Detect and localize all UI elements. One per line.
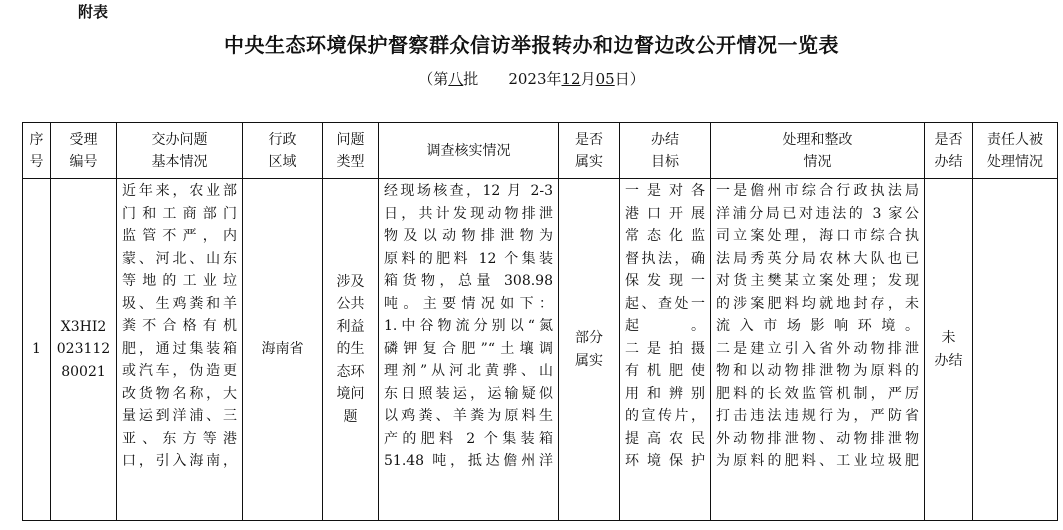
cell-line: 环境保护 xyxy=(625,453,705,469)
cell-line: 打击违法违规行为，严防省 xyxy=(716,408,919,424)
cell-line: 亚、东方等港 xyxy=(122,430,237,447)
cell-line: 肥料的长效监管机制，严厉 xyxy=(716,385,919,402)
cell-line: 原料的肥料 12 个集装 xyxy=(384,250,553,267)
cell-line: 东日照装运，运输疑似 xyxy=(384,385,553,402)
batch-date-line xyxy=(0,68,1063,90)
cell-line: 对货主樊某立案处理；发现 xyxy=(716,273,919,289)
header-id xyxy=(51,123,117,179)
table-row xyxy=(23,179,1058,521)
header-line: 情况 xyxy=(803,153,832,170)
header-region xyxy=(243,123,323,179)
cell-line: 洋浦分局已对违法的 3 家公 xyxy=(716,205,919,222)
header-goal xyxy=(620,123,711,179)
cell-line: 起、查处一 xyxy=(625,295,705,312)
cell-line: 涉及 xyxy=(336,273,365,290)
cell-line: 的生 xyxy=(336,341,365,358)
header-line: 交办问题 xyxy=(151,131,208,148)
header-issue xyxy=(117,123,243,179)
cell-line: 港口开展 xyxy=(625,205,705,222)
cell-responsible xyxy=(973,179,1058,521)
cell-line: 经现场核查，12 月 2-3 xyxy=(384,183,553,199)
cell-line: 一是儋州市综合行政执法局 xyxy=(716,183,919,199)
cell-line: 1.中谷物流分别以“氮 xyxy=(384,318,553,334)
cell-line: 023112 xyxy=(56,341,111,358)
cell-line: 磷钾复合肥”“土壤调 xyxy=(384,340,553,357)
header-type xyxy=(323,123,379,179)
cell-line: 粪不合格有机 xyxy=(122,318,237,334)
date-year: 2023 xyxy=(508,70,547,88)
cell-line: 督执法，确 xyxy=(625,250,705,267)
header-line: 是否 xyxy=(575,131,603,148)
cell-id xyxy=(51,179,117,521)
header-line: 办结 xyxy=(934,153,963,170)
cell-line: 肥，通过集装箱 xyxy=(122,340,237,357)
header-line: 责任人被 xyxy=(987,131,1043,148)
cell-line: 二是拍摄 xyxy=(625,340,705,357)
cell-line: 起。 xyxy=(625,318,705,334)
cell-line: 有机肥使 xyxy=(625,363,705,379)
cell-line: 态环 xyxy=(336,363,365,380)
cell-line: 境问 xyxy=(336,386,365,403)
cell-type xyxy=(323,179,379,521)
cell-line: 提高农民 xyxy=(625,430,705,447)
cell-seq: 1 xyxy=(23,179,51,521)
header-line: 目标 xyxy=(651,153,679,170)
header-seq xyxy=(23,123,51,179)
batch-number: 八 xyxy=(448,70,464,88)
date-day: 05 xyxy=(595,70,615,88)
cell-line: 办结 xyxy=(934,352,963,369)
header-responsible xyxy=(973,123,1058,179)
header-line: 受理 xyxy=(69,131,98,148)
cell-rectification xyxy=(711,179,925,521)
header-line: 区域 xyxy=(268,153,297,170)
cell-completed xyxy=(925,179,973,521)
cell-investigation xyxy=(379,179,559,521)
cell-line: 箱货物，总量 308.98 xyxy=(384,273,553,289)
cell-line: 蒙、河北、山东 xyxy=(122,250,237,267)
report-table xyxy=(22,122,1058,521)
cell-line: 流入市场影响环境。 xyxy=(716,318,919,334)
cell-line: 量运到洋浦、三 xyxy=(122,408,237,424)
header-line: 号 xyxy=(29,153,44,170)
cell-goal xyxy=(620,179,711,521)
header-line: 是否 xyxy=(934,131,963,148)
header-line: 处理情况 xyxy=(987,153,1043,170)
cell-line: 的涉案肥料均就地封存，未 xyxy=(716,295,919,312)
cell-line: 公共 xyxy=(336,296,365,313)
cell-line: 近年来，农业部 xyxy=(122,183,237,199)
cell-line: 口，引入海南， xyxy=(122,453,237,469)
header-line: 编号 xyxy=(69,153,98,170)
cell-line: X3HI2 xyxy=(60,318,107,335)
cell-verified xyxy=(559,179,620,521)
header-line: 问题 xyxy=(336,131,365,148)
date-month: 12 xyxy=(561,70,581,88)
date-month-suffix: 月 xyxy=(580,70,596,88)
date-day-suffix: 日） xyxy=(614,70,645,88)
cell-line: 80021 xyxy=(61,363,106,380)
cell-issue xyxy=(117,179,243,521)
cell-line: 圾、生鸡粪和羊 xyxy=(122,295,237,312)
header-line: 类型 xyxy=(336,153,365,170)
attachment-label: 附表 xyxy=(78,3,109,21)
cell-line: 吨。主要情况如下： xyxy=(384,295,553,312)
header-verified xyxy=(559,123,620,179)
cell-line: 51.48 吨，抵达儋州洋 xyxy=(384,453,553,469)
cell-line: 保发现一 xyxy=(625,273,705,289)
cell-line: 的宣传片， xyxy=(625,408,705,424)
cell-line: 以鸡粪、羊粪为原料生 xyxy=(384,408,553,424)
cell-line: 未 xyxy=(941,330,956,346)
cell-line: 部分 xyxy=(575,330,603,346)
cell-region: 海南省 xyxy=(243,179,323,521)
cell-line: 用和辨别 xyxy=(625,385,705,402)
cell-line: 属实 xyxy=(575,352,603,369)
cell-line: 日，共计发现动物排泄 xyxy=(384,205,553,222)
cell-line: 物及以动物排泄物为 xyxy=(384,228,553,244)
cell-line: 一是对各 xyxy=(625,183,705,199)
cell-line: 等地的工业垃 xyxy=(122,273,237,289)
header-line: 办结 xyxy=(651,131,679,148)
header-line: 属实 xyxy=(575,153,603,170)
header-rectification xyxy=(711,123,925,179)
document-title: 中央生态环境保护督察群众信访举报转办和边督边改公开情况一览表 xyxy=(224,33,839,57)
cell-line: 监管不严，内 xyxy=(122,228,237,244)
header-line: 基本情况 xyxy=(151,153,208,170)
cell-line: 或汽车，伪造更 xyxy=(122,363,237,379)
header-line: 调查核实情况 xyxy=(426,142,511,159)
date-year-suffix: 年 xyxy=(546,70,562,88)
header-line: 序 xyxy=(29,131,44,148)
cell-line: 为原料的肥料、工业垃圾肥 xyxy=(716,453,919,469)
table-header-row xyxy=(23,123,1058,179)
cell-line: 法局秀英分局农林大队也已 xyxy=(716,250,919,267)
batch-open: （第 xyxy=(418,70,449,88)
cell-line: 理剂”从河北黄骅、山 xyxy=(384,363,553,379)
cell-line: 二是建立引入省外动物排泄 xyxy=(716,340,919,357)
cell-line: 外动物排泄物、动物排泄物 xyxy=(716,430,919,447)
cell-line: 司立案处理，海口市综合执 xyxy=(716,228,919,244)
header-investigation xyxy=(379,123,559,179)
cell-line: 题 xyxy=(343,408,358,425)
header-line: 处理和整改 xyxy=(782,131,853,148)
header-completed xyxy=(925,123,973,179)
cell-line: 产的肥料 2 个集装箱 xyxy=(384,430,553,447)
cell-line: 门和工商部门 xyxy=(122,205,237,222)
header-line: 行政 xyxy=(268,131,297,148)
cell-line: 物和以动物排泄物为原料的 xyxy=(716,363,919,379)
batch-suffix: 批 xyxy=(463,70,479,88)
cell-line: 改货物名称，大 xyxy=(122,385,237,402)
cell-line: 利益 xyxy=(336,318,365,335)
cell-line: 常态化监 xyxy=(625,228,705,244)
